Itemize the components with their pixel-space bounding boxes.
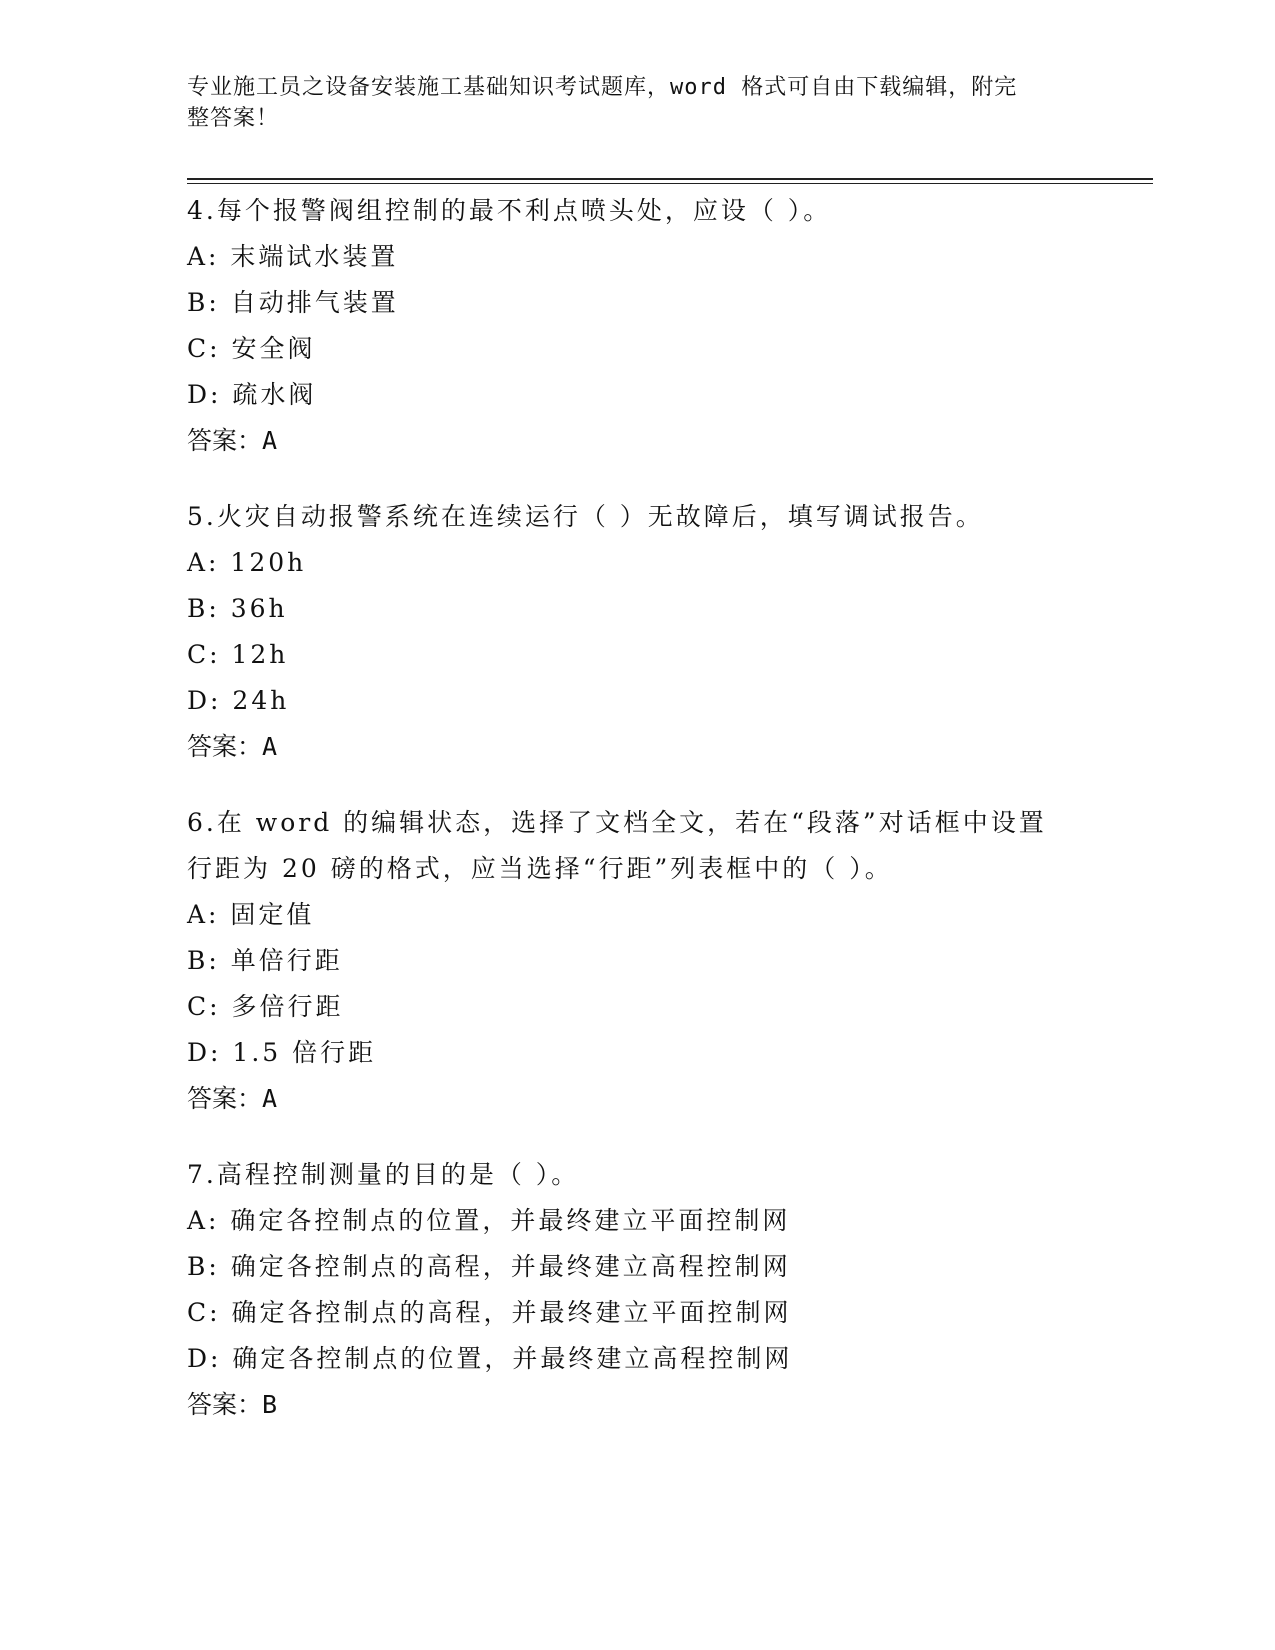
option-a: A: 120h bbox=[187, 548, 307, 577]
question-4 bbox=[187, 188, 1087, 464]
question-text-continued: 行距为 20 磅的格式，应当选择“行距”列表框中的（ ）。 bbox=[187, 854, 893, 883]
question-6 bbox=[187, 800, 1087, 1122]
question-7 bbox=[187, 1152, 1087, 1428]
option-d: D: 疏水阀 bbox=[187, 380, 317, 409]
option-d: D: 24h bbox=[187, 686, 290, 715]
question-text: 7.高程控制测量的目的是（ ）。 bbox=[187, 1160, 580, 1189]
option-c: C: 确定各控制点的高程，并最终建立平面控制网 bbox=[187, 1298, 792, 1327]
document-header bbox=[187, 72, 1067, 134]
header-divider-thin bbox=[187, 183, 1153, 184]
question-text: 5.火灾自动报警系统在连续运行（ ）无故障后，填写调试报告。 bbox=[187, 502, 984, 531]
option-b: B: 36h bbox=[187, 594, 288, 623]
question-5 bbox=[187, 494, 1087, 770]
question-list bbox=[187, 188, 1087, 1458]
header-divider-thick bbox=[187, 178, 1153, 180]
answer: 答案：B bbox=[187, 1390, 278, 1419]
option-c: C: 多倍行距 bbox=[187, 992, 344, 1021]
option-c: C: 安全阀 bbox=[187, 334, 316, 363]
option-d: D: 1.5 倍行距 bbox=[187, 1038, 377, 1067]
option-a: A: 固定值 bbox=[187, 900, 315, 929]
question-text: 6.在 word 的编辑状态，选择了文档全文，若在“段落”对话框中设置 bbox=[187, 808, 1047, 837]
option-d: D: 确定各控制点的位置，并最终建立高程控制网 bbox=[187, 1344, 793, 1373]
option-b: B: 确定各控制点的高程，并最终建立高程控制网 bbox=[187, 1252, 791, 1281]
answer: 答案：A bbox=[187, 1084, 278, 1113]
option-c: C: 12h bbox=[187, 640, 289, 669]
option-b: B: 单倍行距 bbox=[187, 946, 343, 975]
header-line-1: 专业施工员之设备安装施工基础知识考试题库，word 格式可自由下载编辑，附完 bbox=[187, 75, 1018, 100]
option-a: A: 末端试水装置 bbox=[187, 242, 399, 271]
question-text: 4.每个报警阀组控制的最不利点喷头处，应设（ ）。 bbox=[187, 196, 832, 225]
header-line-2: 整答案！ bbox=[187, 106, 280, 131]
answer: 答案：A bbox=[187, 732, 278, 761]
option-b: B: 自动排气装置 bbox=[187, 288, 399, 317]
answer: 答案：A bbox=[187, 426, 278, 455]
option-a: A: 确定各控制点的位置，并最终建立平面控制网 bbox=[187, 1206, 791, 1235]
